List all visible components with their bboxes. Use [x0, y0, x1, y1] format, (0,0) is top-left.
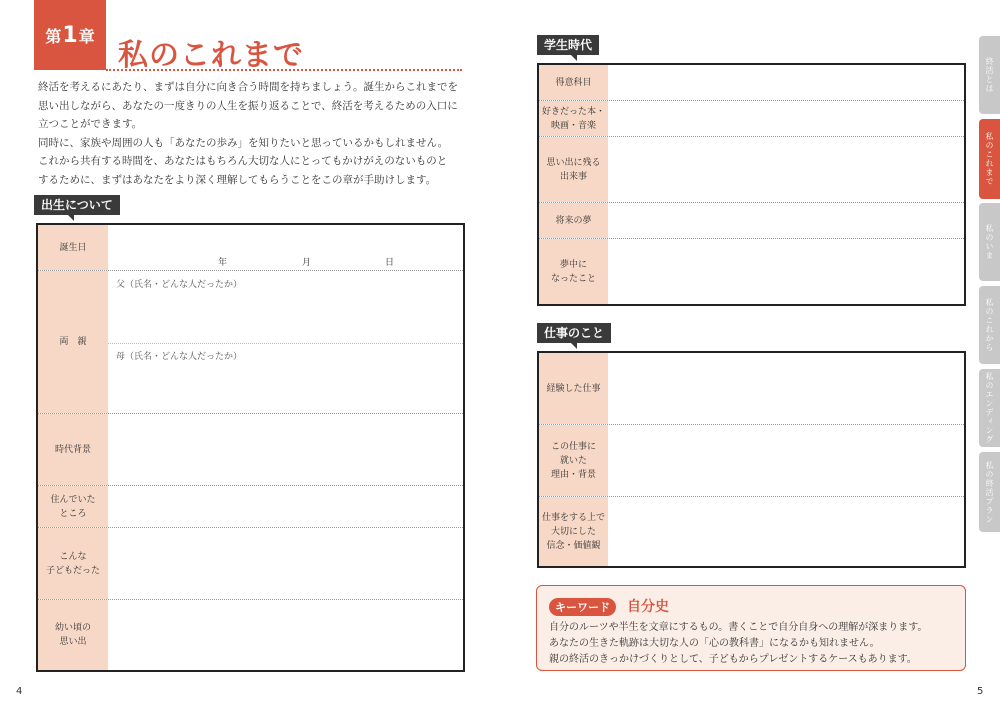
subject-header: 得意科目 [539, 65, 608, 100]
intro-line: これから共有する時間を、あなたはもちろん大切な人にとってもかけがえのないものと [38, 155, 448, 167]
books-header: 好きだった本・ 映画・音楽 [539, 101, 608, 136]
intro-line: 立つことができます。 [38, 118, 143, 130]
intro-text [38, 78, 468, 189]
subject-input[interactable] [608, 65, 964, 100]
chapter-prefix: 第 [45, 26, 62, 46]
chapter-number: 1 [62, 22, 78, 48]
era-row [38, 414, 463, 486]
parents-row [38, 271, 463, 414]
events-row [539, 137, 964, 203]
era-header: 時代背景 [38, 414, 108, 485]
events-header: 思い出に残る 出来事 [539, 137, 608, 202]
reason-input[interactable] [608, 425, 964, 496]
subject-row [539, 65, 964, 101]
child-row [38, 528, 463, 600]
school-table [537, 63, 966, 306]
birthday-input[interactable] [108, 225, 463, 270]
job-header: 経験した仕事 [539, 353, 608, 424]
keyword-line: 親の終活のきっかけづくりとして、子どもからプレゼントするケースもあります。 [549, 654, 917, 665]
books-input[interactable] [608, 101, 964, 136]
day-label: 日 [385, 258, 395, 268]
memory-header: 幼い頃の 思い出 [38, 600, 108, 670]
keyword-line: 自分のルーツや半生を文章にするもの。書くことで自分自身への理解が深まります。 [549, 622, 928, 633]
side-tab-kore-made[interactable]: 私のこれまで [979, 119, 1000, 199]
chapter-suffix: 章 [78, 26, 95, 46]
dream-header: 将来の夢 [539, 203, 608, 238]
birthday-header: 誕生日 [38, 225, 108, 270]
job-row [539, 353, 964, 425]
reason-header: この仕事に 就いた 理由・背景 [539, 425, 608, 496]
era-input[interactable] [108, 414, 463, 485]
chapter-divider [106, 69, 462, 71]
parents-input[interactable] [108, 271, 463, 413]
books-row [539, 101, 964, 137]
intro-line: するために、まずはあなたをより深く理解してもらうことをこの章が手助けします。 [38, 173, 437, 186]
work-table [537, 351, 966, 568]
job-input[interactable] [608, 353, 964, 424]
side-tab-kore-kara[interactable]: 私のこれから [979, 286, 1000, 364]
chapter-badge [34, 0, 106, 70]
intro-line: 終活を考えるにあたり、まずは自分に向き合う時間を持ちましょう。誕生からこれまでを [38, 81, 458, 93]
dream-row [539, 203, 964, 239]
side-tab-ending[interactable]: 私のエンディング [979, 369, 1000, 447]
intro-line: 同時に、家族や周囲の人も「あなたの歩み」を知りたいと思っているかもしれません。 [38, 136, 449, 149]
chapter-title: 私のこれまで [118, 38, 304, 73]
lived-row [38, 486, 463, 528]
passion-row [539, 239, 964, 304]
year-label: 年 [218, 258, 228, 268]
birth-table [36, 223, 465, 672]
page-number-right: 5 [977, 686, 984, 697]
side-tab-shukatsu[interactable]: 終活とは [979, 36, 1000, 114]
father-hint: 父（氏名・どんな人だったか） [116, 280, 243, 290]
keyword-box [536, 585, 966, 671]
parents-header: 両 親 [38, 271, 108, 413]
child-input[interactable] [108, 528, 463, 599]
memory-input[interactable] [108, 600, 463, 670]
work-section-tag: 仕事のこと [537, 323, 611, 343]
side-tab-plan[interactable]: 私の終活プラン [979, 452, 1000, 532]
reason-row [539, 425, 964, 497]
passion-input[interactable] [608, 239, 964, 304]
child-header: こんな 子どもだった [38, 528, 108, 599]
values-header: 仕事をする上で 大切にした 信念・価値観 [539, 497, 608, 566]
birth-section-tag: 出生について [34, 195, 120, 215]
lived-input[interactable] [108, 486, 463, 527]
memory-row [38, 600, 463, 670]
keyword-title: 自分史 [627, 599, 669, 615]
events-input[interactable] [608, 137, 964, 202]
values-row [539, 497, 964, 566]
school-section-tag: 学生時代 [537, 35, 599, 55]
keyword-description [549, 620, 927, 668]
keyword-line: あなたの生きた軌跡は大切な人の「心の教科書」になるかも知れません。 [549, 638, 880, 649]
lived-header: 住んでいた ところ [38, 486, 108, 527]
side-tab-ima[interactable]: 私のいま [979, 203, 1000, 281]
intro-line: 思い出しながら、あなたの一度きりの人生を振り返ることで、終活を考えるための入口に [38, 99, 458, 112]
dream-input[interactable] [608, 203, 964, 238]
month-label: 月 [302, 258, 312, 268]
birthday-row [38, 225, 463, 271]
keyword-pill: キーワード [549, 598, 616, 616]
values-input[interactable] [608, 497, 964, 566]
page-number-left: 4 [16, 686, 23, 697]
passion-header: 夢中に なったこと [539, 239, 608, 304]
parents-divider [108, 343, 463, 344]
mother-hint: 母（氏名・どんな人だったか） [116, 352, 243, 362]
